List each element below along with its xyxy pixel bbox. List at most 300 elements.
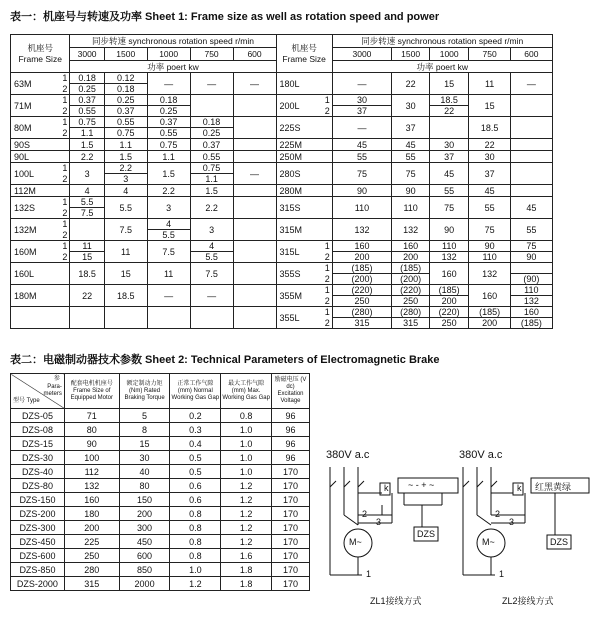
frame-cell <box>276 307 332 329</box>
power-value: 1.5 <box>80 139 94 150</box>
power-cell <box>190 139 233 151</box>
power-cell <box>430 117 469 139</box>
power-cell <box>70 263 104 285</box>
speed-left-2: 1000 <box>147 48 190 61</box>
zl1-terminal-3: 3 <box>376 517 382 527</box>
corner-header <box>11 374 65 409</box>
brake-value: 170 <box>272 535 310 549</box>
brake-value: 280 <box>64 563 119 577</box>
zl1-terminal-2: 2 <box>362 509 368 519</box>
power-cell <box>233 95 276 117</box>
power-cell <box>147 73 190 95</box>
brake-value: 0.4 <box>170 437 221 451</box>
brake-value: 1.2 <box>221 493 272 507</box>
power-cell <box>104 285 147 307</box>
power-value <box>105 95 147 116</box>
frame-sub-index-value: 2 <box>324 105 330 116</box>
power-value <box>70 73 103 94</box>
frame-sub-index <box>62 73 69 95</box>
zl1-terminal-1: 1 <box>366 569 372 579</box>
brake-type: DZS-30 <box>11 451 65 465</box>
power-value: — <box>250 168 260 179</box>
frame-cell <box>11 219 70 241</box>
zl2-dzs: DZS <box>550 537 568 547</box>
power-value-line: 132 <box>523 296 539 306</box>
power-value <box>333 241 391 262</box>
power-cell <box>392 263 430 285</box>
frame-sub-index <box>325 285 332 307</box>
power-cell <box>469 263 511 285</box>
wiring-diagram-zl2-lines <box>455 445 595 585</box>
frame-size: 90L <box>14 151 30 162</box>
power-value-line: 22 <box>444 106 455 116</box>
brake-value: 300 <box>119 521 170 535</box>
power-value: 160 <box>441 268 457 279</box>
power-value-line: 0.18 <box>70 73 103 84</box>
brake-header-2: 正常工作气隙 (mm) Normal Working Gas Gap <box>170 374 221 409</box>
table-row <box>11 423 310 437</box>
brake-type: DZS-850 <box>11 563 65 577</box>
table-row <box>11 263 592 285</box>
power-value <box>430 241 468 262</box>
power-cell <box>430 185 469 197</box>
power-value <box>333 263 391 284</box>
frame-sub-index-value: 2 <box>62 105 68 116</box>
power-cell <box>190 197 233 219</box>
power-cell <box>469 219 511 241</box>
power-cell <box>511 151 553 163</box>
brake-value: 1.2 <box>221 521 272 535</box>
frame-cell <box>11 95 70 117</box>
brake-value: 1.0 <box>221 465 272 479</box>
frame-sub-index-value: 1 <box>324 306 330 317</box>
power-cell <box>511 95 553 117</box>
brake-value: 96 <box>272 409 310 423</box>
power-value-line: (90) <box>523 274 540 284</box>
power-value: 1.1 <box>119 139 132 150</box>
power-value <box>430 285 468 306</box>
table-row <box>11 577 310 591</box>
power-cell <box>332 185 391 197</box>
table-row <box>11 139 592 151</box>
power-cell <box>190 163 233 185</box>
power-value <box>148 219 190 240</box>
brake-type: DZS-600 <box>11 549 65 563</box>
power-value-line: (280) <box>392 307 429 318</box>
power-value-line: 0.25 <box>159 106 178 116</box>
power-value <box>430 95 468 116</box>
frame-size: 160M <box>14 246 37 257</box>
power-value <box>392 263 429 284</box>
power-value-line: 250 <box>403 296 419 306</box>
power-cell <box>430 307 469 329</box>
power-cell <box>332 73 391 95</box>
power-value: 75 <box>484 224 495 235</box>
power-cell <box>469 117 511 139</box>
power-cell <box>469 197 511 219</box>
brake-type: DZS-15 <box>11 437 65 451</box>
power-value: 1.5 <box>205 185 218 196</box>
brake-value: 180 <box>64 507 119 521</box>
power-value <box>392 307 429 328</box>
power-cell <box>511 241 553 263</box>
power-value-line: 5.5 <box>205 252 218 262</box>
brake-value: 1.2 <box>221 479 272 493</box>
power-value: 132 <box>354 224 370 235</box>
power-cell <box>332 263 391 285</box>
frame-sub-index <box>62 197 69 219</box>
power-value <box>430 307 468 328</box>
brake-value: 0.8 <box>170 521 221 535</box>
power-value: 55 <box>405 151 416 162</box>
table-row <box>11 465 310 479</box>
power-value-line: 0.18 <box>191 117 233 128</box>
zl1-k: k <box>384 483 389 493</box>
frame-size: 315L <box>279 246 300 257</box>
power-cell <box>190 185 233 197</box>
power-cell <box>392 73 430 95</box>
power-value-line: 37 <box>356 106 367 116</box>
table-row <box>11 307 592 329</box>
power-value-line: 18.5 <box>430 95 468 106</box>
frame-sub-index <box>62 117 69 139</box>
brake-value: 170 <box>272 577 310 591</box>
brake-value: 90 <box>64 437 119 451</box>
power-cell <box>392 139 430 151</box>
power-value-line: 250 <box>441 318 457 328</box>
power-value: 45 <box>444 168 455 179</box>
power-value-line: 4 <box>191 241 233 252</box>
frame-sub-index-value: 2 <box>62 207 68 218</box>
power-value-line: 0.55 <box>159 128 178 138</box>
power-value: 37 <box>405 122 416 133</box>
power-value: 55 <box>356 151 367 162</box>
frame-sub-index-value: 2 <box>324 317 330 328</box>
brake-value: 80 <box>119 479 170 493</box>
power-value <box>148 117 190 138</box>
power-value <box>191 241 233 262</box>
frame-header-right-en: Frame Size <box>282 53 326 64</box>
power-cell <box>332 219 391 241</box>
power-cell <box>469 95 511 117</box>
frame-sub-index-value: 2 <box>62 251 68 262</box>
power-value: 90 <box>405 185 416 196</box>
power-cell <box>511 307 553 329</box>
power-value-line: 1.1 <box>205 174 218 184</box>
power-value: 7.5 <box>162 246 175 257</box>
frame-sub-index-value: 1 <box>62 72 68 83</box>
power-value: 7.5 <box>205 268 218 279</box>
speed-right-4: 600 <box>511 48 553 61</box>
power-cell <box>392 151 430 163</box>
power-cell <box>430 151 469 163</box>
power-cell <box>469 163 511 185</box>
power-cell <box>469 285 511 307</box>
power-value-line: 0.55 <box>78 106 96 116</box>
frame-size: 355S <box>279 268 301 279</box>
brake-value: 1.0 <box>221 423 272 437</box>
power-value <box>511 263 552 284</box>
power-value-line: 5.5 <box>162 230 175 240</box>
power-cell <box>332 241 391 263</box>
power-cell <box>233 163 276 185</box>
frame-cell <box>276 117 332 139</box>
frame-size: 315M <box>279 224 303 235</box>
frame-sub-index-value: 2 <box>62 127 68 138</box>
frame-size: 63M <box>14 78 32 89</box>
power-cell <box>430 219 469 241</box>
power-value-line: 90 <box>469 241 510 252</box>
brake-value: 96 <box>272 437 310 451</box>
frame-sub-index-value: 2 <box>62 83 68 94</box>
power-value: — <box>250 78 260 89</box>
frame-sub-index-value: 1 <box>324 94 330 105</box>
frame-cell <box>276 241 332 263</box>
brake-value: 96 <box>272 451 310 465</box>
frame-cell <box>11 185 70 197</box>
table-row <box>11 219 592 241</box>
brake-value: 200 <box>64 521 119 535</box>
power-value-line <box>511 263 552 274</box>
wiring-diagram-zl1 <box>322 445 462 585</box>
zl1-box: ~ - + ~ <box>408 480 435 490</box>
frame-cell <box>11 151 70 163</box>
power-cell <box>70 185 104 197</box>
speed-left-4: 600 <box>233 48 276 61</box>
power-cell <box>233 185 276 197</box>
power-cell <box>511 117 553 139</box>
power-cell <box>147 139 190 151</box>
power-value-line: (220) <box>333 285 391 296</box>
power-value-line: 110 <box>430 241 468 252</box>
frame-size: 90S <box>14 139 31 150</box>
power-value-line: 0.18 <box>116 84 135 94</box>
brake-value: 0.8 <box>170 507 221 521</box>
power-cell <box>233 73 276 95</box>
brake-parameters-table <box>10 373 310 591</box>
power-value: 55 <box>526 224 537 235</box>
power-value-line: 315 <box>354 318 370 328</box>
frame-sub-index-value: 1 <box>62 240 68 251</box>
brake-value: 850 <box>119 563 170 577</box>
brake-value: 170 <box>272 549 310 563</box>
power-value-line: 200 <box>354 252 370 262</box>
frame-size: 315S <box>279 202 301 213</box>
brake-type: DZS-2000 <box>11 577 65 591</box>
brake-value: 200 <box>119 507 170 521</box>
power-value <box>333 95 391 116</box>
power-value-line: (185) <box>520 318 542 328</box>
brake-header-4: 励磁电压 (V dc) Excitation Voltage <box>272 374 310 409</box>
power-cell <box>190 95 233 117</box>
frame-size: 71M <box>14 100 32 111</box>
zl2-voltage: 380V a.c <box>459 449 503 461</box>
power-value <box>469 241 510 262</box>
speed-left-1: 1500 <box>104 48 147 61</box>
power-value <box>105 163 147 184</box>
power-cell <box>233 219 276 241</box>
power-value <box>511 285 552 306</box>
power-value-line: 0.75 <box>116 128 135 138</box>
power-value-line: 0.25 <box>202 128 221 138</box>
power-cell <box>70 117 104 139</box>
power-value-line: 200 <box>482 318 498 328</box>
frame-sub-index-value: 1 <box>324 240 330 251</box>
power-value: 0.55 <box>202 151 221 162</box>
power-cell <box>104 241 147 263</box>
frame-sub-index <box>62 163 69 185</box>
power-value-line: 11 <box>70 241 103 252</box>
frame-sub-index-value: 2 <box>324 251 330 262</box>
power-cell <box>104 117 147 139</box>
power-cell <box>332 117 391 139</box>
power-cell <box>430 263 469 285</box>
frame-sub-index-value: 2 <box>62 173 68 184</box>
power-value-line: 3 <box>123 174 129 184</box>
power-cell <box>392 163 430 185</box>
table-row <box>11 197 592 219</box>
power-cell <box>147 185 190 197</box>
brake-value: 170 <box>272 563 310 577</box>
power-value-line: 110 <box>482 252 497 262</box>
frame-header-right <box>276 35 332 73</box>
table-row <box>11 507 310 521</box>
power-value: 37 <box>444 151 455 162</box>
frame-sub-index-value: 2 <box>62 229 68 240</box>
power-value: 160 <box>482 290 498 301</box>
frame-sub-index-value: 1 <box>62 116 68 127</box>
power-value: 110 <box>354 202 370 213</box>
brake-value: 170 <box>272 493 310 507</box>
power-cell <box>233 139 276 151</box>
power-value <box>511 241 552 262</box>
power-cell <box>233 263 276 285</box>
power-value-line: 250 <box>354 296 370 306</box>
power-value: 132 <box>482 268 498 279</box>
power-cell <box>70 139 104 151</box>
power-value-line: (280) <box>333 307 391 318</box>
table-row <box>11 163 592 185</box>
power-value: 2.2 <box>162 185 175 196</box>
power-cell <box>147 219 190 241</box>
frame-cell <box>276 285 332 307</box>
table-row <box>11 549 310 563</box>
power-cell <box>104 263 147 285</box>
corner-type: 型号 Type <box>13 398 40 404</box>
brake-value: 150 <box>119 493 170 507</box>
power-cell <box>332 307 391 329</box>
power-value-line: 4 <box>148 219 190 230</box>
brake-value: 8 <box>119 423 170 437</box>
power-value: 30 <box>405 100 416 111</box>
power-cell <box>469 307 511 329</box>
brake-value: 170 <box>272 507 310 521</box>
power-value <box>191 117 233 138</box>
speed-right-0: 3000 <box>332 48 391 61</box>
power-value: 55 <box>484 202 495 213</box>
frame-cell <box>11 73 70 95</box>
brake-value: 0.5 <box>170 451 221 465</box>
frame-sub-index-value: 2 <box>324 273 330 284</box>
power-value: 75 <box>444 202 455 213</box>
frame-sub-index-value: 1 <box>62 196 68 207</box>
brake-value: 96 <box>272 423 310 437</box>
brake-value: 1.6 <box>221 549 272 563</box>
power-value: — <box>207 78 217 89</box>
power-value <box>105 73 147 94</box>
frame-size: 132S <box>14 202 36 213</box>
brake-value: 1.0 <box>221 437 272 451</box>
brake-value: 315 <box>64 577 119 591</box>
power-value: — <box>526 78 536 89</box>
power-value-line: 1.1 <box>80 128 94 138</box>
brake-value: 2000 <box>119 577 170 591</box>
power-cell <box>104 151 147 163</box>
power-cell <box>70 285 104 307</box>
power-cell <box>104 219 147 241</box>
table-row <box>11 117 592 139</box>
power-cell <box>430 163 469 185</box>
power-value-line: 0.37 <box>148 117 190 128</box>
power-value <box>392 285 429 306</box>
power-cell <box>469 151 511 163</box>
brake-value: 0.6 <box>170 479 221 493</box>
power-value: 7.5 <box>119 224 132 235</box>
power-value: 4 <box>84 185 90 196</box>
frame-size: 100L <box>14 168 35 179</box>
power-cell <box>430 197 469 219</box>
power-value: 22 <box>405 78 416 89</box>
frame-cell <box>276 163 332 185</box>
table-row <box>11 563 310 577</box>
zl1-motor: M~ <box>349 537 362 547</box>
power-cell <box>430 139 469 151</box>
brake-value: 30 <box>119 451 170 465</box>
power-cell <box>469 139 511 151</box>
brake-value: 15 <box>119 437 170 451</box>
frame-header-right-cn: 机座号 <box>291 42 317 53</box>
power-cell <box>511 73 553 95</box>
power-value-line: 7.5 <box>80 208 94 218</box>
brake-header-3: 最大工作气隙 (mm) Max. Working Gas Gap <box>221 374 272 409</box>
frame-header-left <box>11 35 70 73</box>
power-value-line: 315 <box>403 318 419 328</box>
power-value: 37 <box>484 168 495 179</box>
frame-size: 112M <box>14 185 36 196</box>
speed-left-0: 3000 <box>70 48 104 61</box>
zl2-terminal-2: 2 <box>495 509 501 519</box>
brake-type: DZS-05 <box>11 409 65 423</box>
brake-type: DZS-08 <box>11 423 65 437</box>
brake-value: 0.2 <box>170 409 221 423</box>
power-value <box>469 307 510 328</box>
power-cell <box>511 139 553 151</box>
power-cell <box>392 95 430 117</box>
power-cell <box>511 263 553 285</box>
power-value: 3 <box>84 168 90 179</box>
brake-value: 225 <box>64 535 119 549</box>
power-cell <box>332 285 391 307</box>
power-value <box>70 241 103 262</box>
power-header-right: 功率 poert kw <box>332 61 552 73</box>
power-cell <box>190 151 233 163</box>
power-value-line: 5.5 <box>70 197 103 208</box>
power-value: 90 <box>444 224 455 235</box>
power-value <box>333 307 391 328</box>
power-cell <box>70 219 104 241</box>
frame-cell <box>276 139 332 151</box>
power-value <box>511 307 552 328</box>
